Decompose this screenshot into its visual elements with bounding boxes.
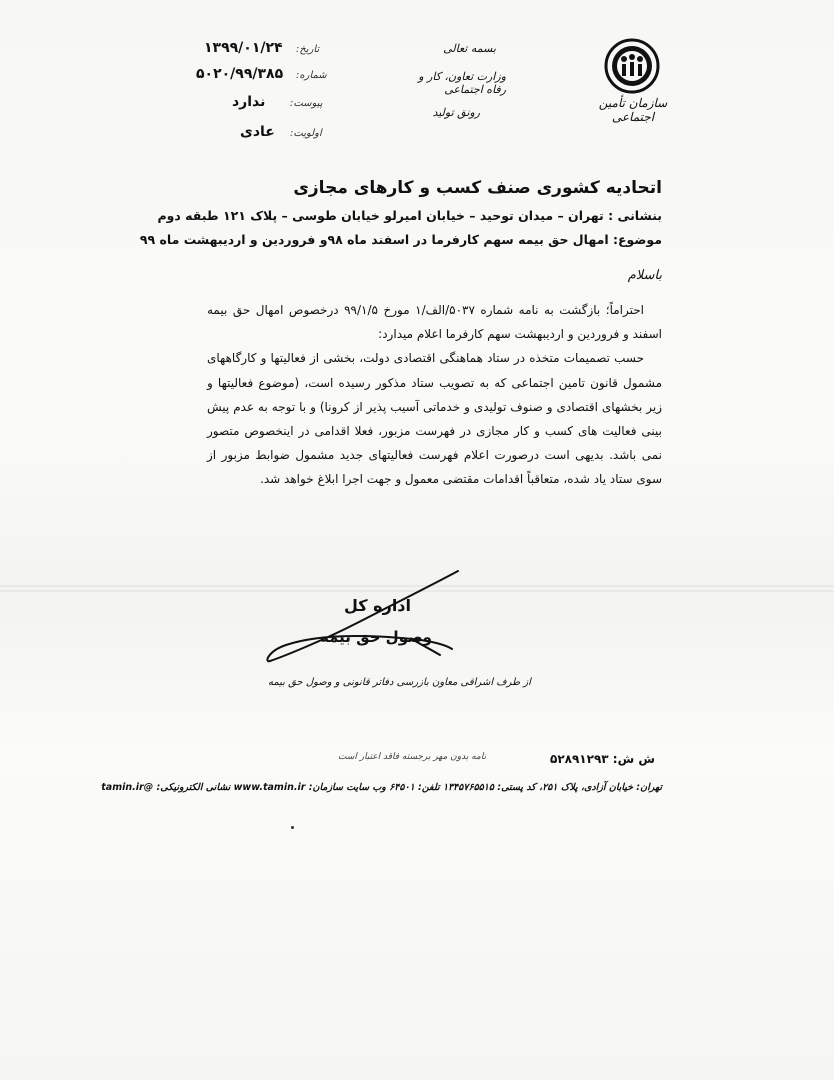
- attachment-label: پیوست:: [290, 98, 323, 109]
- bismillah-heading: بسمه تعالی: [443, 42, 496, 55]
- tracking-label: ش ش:: [612, 752, 655, 766]
- priority-value: عادی: [240, 124, 275, 140]
- signature-office: اداره کل: [344, 596, 411, 615]
- body-paragraph: احتراماً؛ بازگشت به نامه شماره ۵۰۳۷/الف/۱ مورخ ۹۹/۱/۵ درخصوص امهال حق بیمه اسفند و فروردین و اردیبهشت سهم کارفرما اعلام میدارد:: [207, 303, 662, 342]
- date-value: ۱۳۹۹/۰۱/۲۴: [204, 40, 283, 56]
- ministry-name: وزارت تعاون، کار و رفاه اجتماعی: [418, 70, 506, 96]
- tracking-number: [550, 752, 655, 766]
- recipient-address: بنشانی : تهران – میدان توحید – خیابان امیرلو خیابان طوسی – پلاک ۱۲۱ طبقه دوم: [157, 208, 662, 223]
- tamin-logo-icon: [604, 38, 660, 94]
- body-paragraph: حسب تصمیمات متخذه در ستاد هماهنگی اقتصادی دولت، بخشی از فعالیتها و کارگاههای مشمول قانون تامین اجتماعی که به تصویب ستاد مذکور رسیده است، (موضوع فعالیتها و زیر بخشهای اقتصادی و صنوف تولیدی و خدماتی آسیب پذیر از کرونا) و با توجه به عدم پیش بینی فعالیت های کسب و کار مجازی در فهرست مزبور، فعلا اقدامی در اینخصوص متصور نمی باشد. بدیهی است درصورت اعلام فهرست فعالیتهای جدید مشمول ضوابط مزبور از سوی ستاد یاد شده، متعاقباً اقدامات مقتضی معمول و جهت اجرا ابلاغ خواهد شد.: [207, 351, 662, 487]
- number-label: شماره:: [296, 70, 327, 81]
- ink-dot: [291, 826, 294, 829]
- letter-body: [207, 298, 662, 492]
- stamp-validity-note: نامه بدون مهر برجسته فاقد اعتبار است: [338, 752, 487, 762]
- footer-address: تهران: خیابان آزادی، پلاک ۲۵۱، کد پستی: ۱۳۴۵۷۶۵۵۱۵ تلفن: ۶۴۵۰۱ وب سایت سازمان: www.tamin.ir نشانی الکترونیکی: @tamin.ir: [101, 782, 662, 793]
- number-value: ۵۰۲۰/۹۹/۳۸۵: [196, 66, 284, 82]
- date-label: تاریخ:: [296, 44, 320, 55]
- recipient-title: اتحادیه کشوری صنف کسب و کارهای مجازی: [293, 178, 662, 198]
- org-name: سازمان تأمین اجتماعی: [598, 96, 668, 124]
- tracking-value: ۵۲۸۹۱۲۹۳: [550, 752, 609, 766]
- slogan-text: رونق تولید: [432, 106, 480, 119]
- signature-on-behalf: از طرف اشراقی معاون بازرسی دفاتر قانونی و وصول حق بیمه: [268, 677, 531, 688]
- attachment-value: ندارد: [232, 94, 266, 110]
- signature-department: وصول حق بیمه: [320, 628, 432, 646]
- greeting: باسلام: [627, 268, 662, 283]
- letter-subject: موضوع: امهال حق بیمه سهم کارفرما در اسفند ماه ۹۸و فروردین و اردیبهشت ماه ۹۹: [139, 232, 662, 247]
- priority-label: اولویت:: [290, 128, 322, 139]
- handwritten-signature-icon: [262, 565, 472, 675]
